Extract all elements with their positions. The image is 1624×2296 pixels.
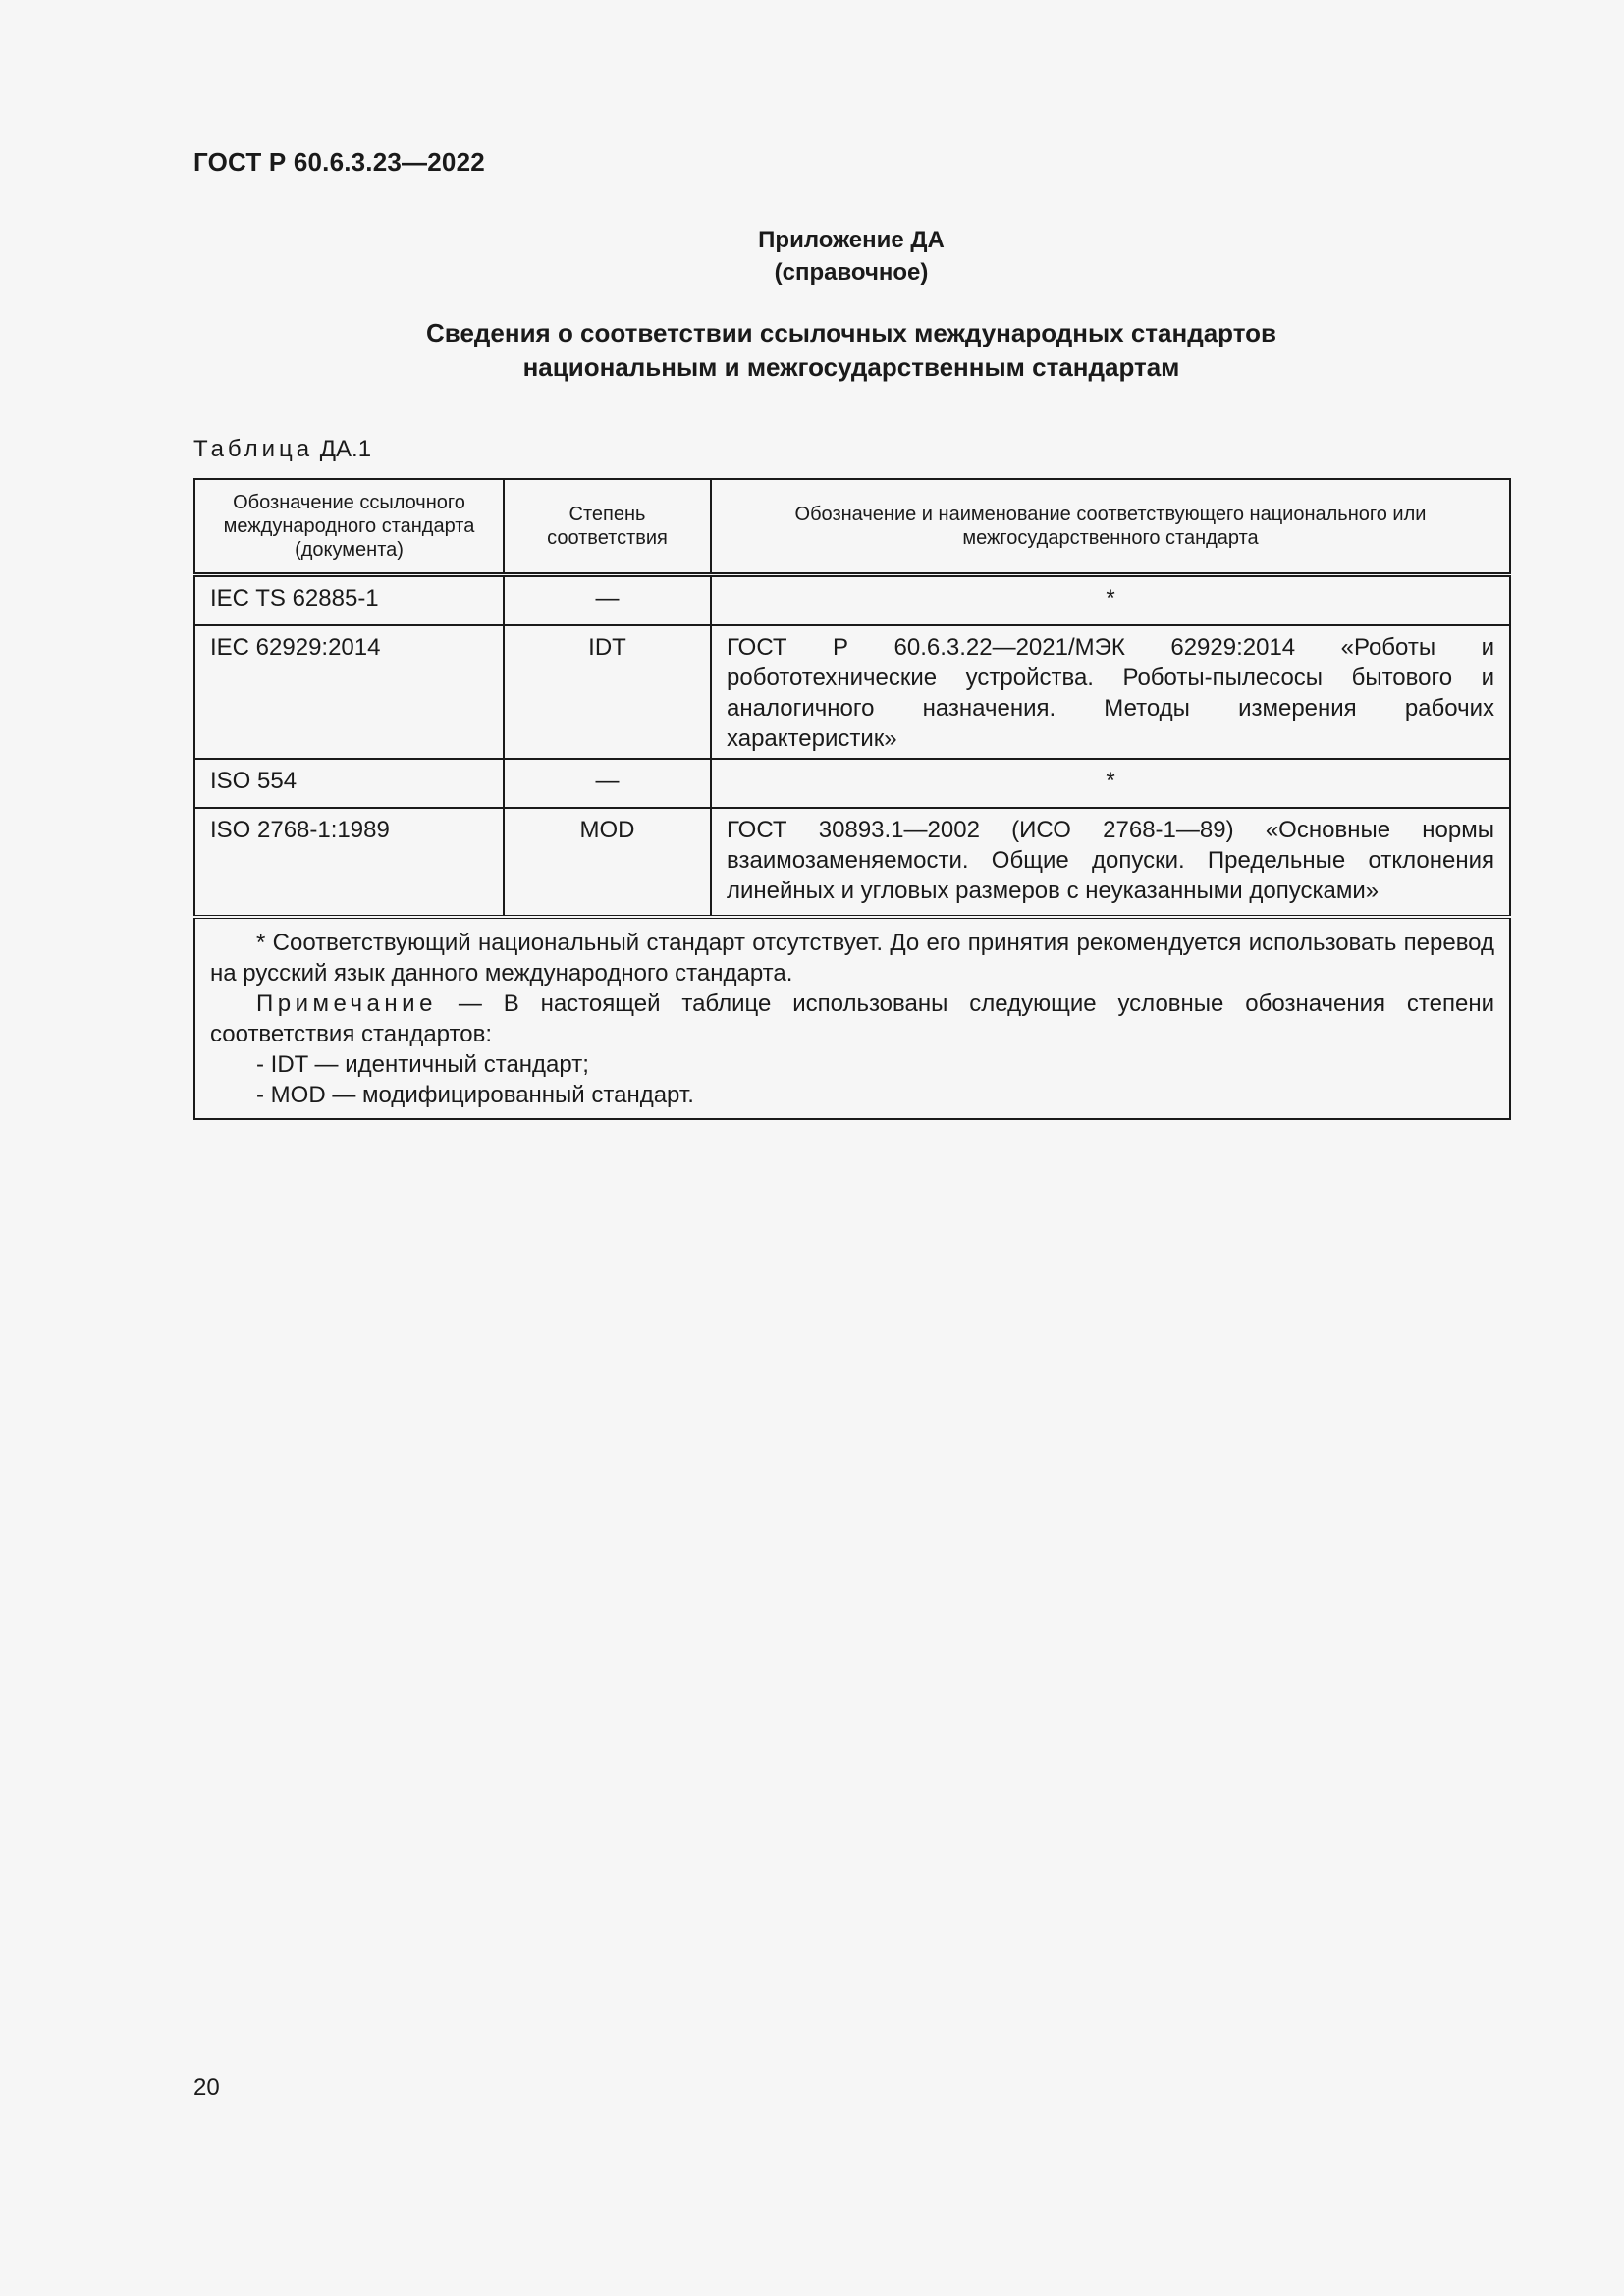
table-row: [194, 625, 1510, 759]
table-caption: [193, 436, 371, 463]
cell-reference: ISO 2768-1:1989: [194, 808, 504, 917]
page-number: 20: [193, 2074, 220, 2101]
note-item-mod: - MOD — модифицированный стандарт.: [256, 1082, 694, 1108]
annex-label: Приложение ДА: [758, 227, 945, 253]
table-row: [194, 575, 1510, 626]
cell-national: *: [711, 759, 1510, 808]
header-cell-degree: Степень соответствия: [504, 479, 711, 575]
cell-degree: —: [504, 575, 711, 626]
cell-reference: IEC TS 62885-1: [194, 575, 504, 626]
standards-table: [193, 478, 1511, 1120]
note-label: Примечание: [256, 990, 437, 1017]
table-row: [194, 808, 1510, 917]
annex-title-line-1: Сведения о соответствии ссылочных международных стандартов: [426, 318, 1276, 347]
table-notes-cell: [194, 917, 1510, 1119]
table-notes-row: [194, 917, 1510, 1119]
header-cell-national: Обозначение и наименование соответствующего национального или межгосударственного стандарта: [711, 479, 1510, 575]
table-note: [210, 988, 1494, 1049]
document-code: ГОСТ Р 60.6.3.23—2022: [193, 147, 485, 177]
annex-title: [193, 316, 1509, 385]
note-item-idt: - IDT — идентичный стандарт;: [256, 1051, 589, 1078]
cell-national: ГОСТ 30893.1—2002 (ИСО 2768-1—89) «Основные нормы взаимозаменяемости. Общие допуски. Предельные отклонения линейных и угловых размеров с неуказанными допусками»: [711, 808, 1510, 917]
note-text: — В настоящей таблице использованы следующие условные обозначения степени соответствия стандартов:: [210, 990, 1495, 1047]
annex-heading: [193, 224, 1509, 289]
cell-national: *: [711, 575, 1510, 626]
cell-degree: MOD: [504, 808, 711, 917]
cell-reference: ISO 554: [194, 759, 504, 808]
annex-type: (справочное): [774, 259, 929, 286]
cell-degree: IDT: [504, 625, 711, 759]
table-row: [194, 759, 1510, 808]
table-caption-word: Таблица: [193, 436, 314, 462]
table-header-row: [194, 479, 1510, 575]
cell-national: ГОСТ Р 60.6.3.22—2021/МЭК 62929:2014 «Роботы и робототехнические устройства. Роботы-пылесосы бытового и аналогичного назначения. Методы измерения рабочих характеристик»: [711, 625, 1510, 759]
cell-reference: IEC 62929:2014: [194, 625, 504, 759]
table-footnote: * Соответствующий национальный стандарт отсутствует. До его принятия рекомендуется использовать перевод на русский язык данного международного стандарта.: [210, 930, 1494, 987]
header-cell-reference: Обозначение ссылочного международного стандарта (документа): [194, 479, 504, 575]
cell-degree: —: [504, 759, 711, 808]
table-caption-number: ДА.1: [319, 436, 372, 462]
annex-title-line-2: национальным и межгосударственным стандартам: [522, 352, 1180, 382]
